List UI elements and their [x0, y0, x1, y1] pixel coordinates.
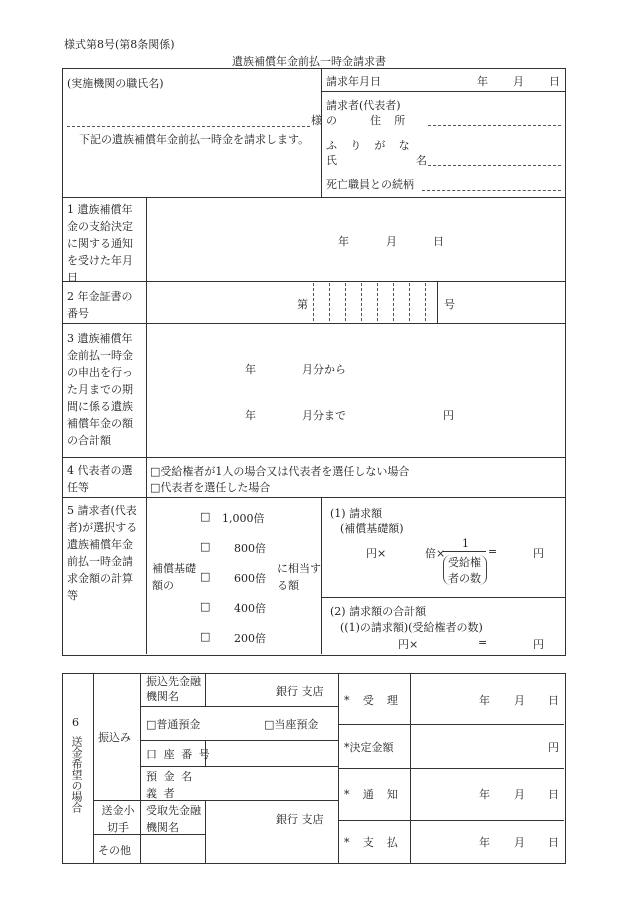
request-date-day[interactable]: 日 — [549, 75, 560, 88]
total-sub: ((1)の請求額)(受給権者の数) — [340, 621, 483, 634]
payment-year: 年 — [479, 836, 490, 849]
multiplier-value: 800倍 — [234, 542, 266, 555]
multiplier-checkbox[interactable]: □ — [200, 540, 211, 553]
row4-label: 4 代表者の選任等 — [67, 464, 133, 494]
multiplier-value: 600倍 — [234, 572, 266, 585]
total-yen: 円 — [533, 638, 544, 651]
relation-label: 死亡職員との続柄 — [326, 178, 414, 191]
other-label: その他 — [98, 844, 131, 857]
address-label: 住所 — [370, 114, 419, 127]
fraction-bracket — [443, 555, 487, 585]
row1-day[interactable]: 日 — [433, 235, 444, 248]
multiplier-value: 400倍 — [234, 602, 266, 615]
request-date-label: 請求年月日 — [326, 75, 381, 88]
account-name-field[interactable] — [206, 767, 337, 799]
multiplier-checkbox[interactable]: □ — [200, 510, 211, 523]
remit-section-label: 送金希望の場合 — [70, 736, 83, 813]
multiplier-value: 200倍 — [234, 632, 266, 645]
bank-name-label: 振込先金融機関名 — [146, 675, 201, 703]
institution-label: (実施機関の職氏名) — [67, 77, 164, 90]
row4-option-single[interactable]: □受給権者が1人の場合又は代表者を選任しない場合 — [150, 465, 410, 478]
request-date-year[interactable]: 年 — [477, 75, 488, 88]
remit-section-number: 6 — [72, 716, 79, 729]
claimant-label: 請求者(代表者) — [326, 99, 401, 112]
furigana-label: ふりがな — [326, 139, 423, 152]
receipt-month: 月 — [514, 694, 525, 707]
deposit-current-option[interactable]: □当座預金 — [264, 718, 319, 731]
payment-day: 日 — [548, 836, 559, 849]
row2-label: 2 年金証書の番号 — [67, 290, 133, 320]
claim-yen-x: 円× — [366, 547, 387, 560]
sama-label: 様 — [311, 114, 322, 127]
name-label-mei: 名 — [416, 154, 427, 167]
fraction-bar — [443, 551, 486, 552]
row3-from-label: 月分から — [302, 363, 346, 376]
row3-label: 3 遺族補償年金前払一時金の申出を行った月までの期間に係る遺族補償年金の額の合計額 — [67, 332, 133, 447]
request-text: 下記の遺族補償年金前払一時金を請求します。 — [79, 133, 310, 146]
transfer-label: 振込み — [98, 731, 131, 744]
multiplier-checkbox[interactable]: □ — [200, 570, 211, 583]
bank-name-suffix: 銀行 支店 — [276, 685, 324, 698]
row5-label: 5 請求者(代表者)が選択する遺族補償年金前払一時金請求金額の計算等 — [67, 504, 138, 602]
receipt-day: 日 — [548, 694, 559, 707]
payment-month: 月 — [514, 836, 525, 849]
row3-yen: 円 — [443, 409, 454, 422]
receive-bank-suffix: 銀行 支店 — [276, 813, 324, 826]
claim-sub: (補償基礎額) — [340, 522, 404, 535]
multiplier-value: 1,000倍 — [222, 512, 265, 525]
name-label-shi: 氏 — [326, 154, 337, 167]
fraction-numerator: 1 — [462, 537, 469, 550]
page-title: 遺族補償年金前払一時金請求書 — [232, 55, 386, 68]
account-number-label: 口座番号 — [146, 748, 217, 761]
row5-base-label: 補償基礎額の — [152, 562, 196, 592]
equivalent-label: に相当する額 — [277, 562, 321, 592]
row4-option-representative[interactable]: □代表者を選任した場合 — [150, 481, 271, 494]
account-name-label: 預金名義者 — [146, 770, 199, 800]
row3-year-from[interactable]: 年 — [245, 363, 256, 376]
check-label: 送金小切手 — [101, 804, 135, 834]
row1-label: 1 遺族補償年金の支給決定に関する通知を受けた年月日 — [67, 203, 133, 284]
deposit-ordinary-option[interactable]: □普通預金 — [146, 718, 201, 731]
payment-label: *支払 — [344, 836, 412, 849]
row2-suffix: 号 — [444, 298, 455, 311]
request-date-month[interactable]: 月 — [513, 75, 524, 88]
claim-title: (1) 請求額 — [330, 507, 383, 520]
decided-amount-yen: 円 — [548, 741, 559, 754]
certificate-number-field[interactable] — [313, 283, 437, 321]
claim-yen: 円 — [533, 547, 544, 560]
total-yen-x: 円× — [398, 638, 419, 651]
account-number-field[interactable] — [206, 741, 337, 765]
decided-amount-label: *決定金額 — [344, 741, 394, 754]
other-field[interactable] — [141, 835, 337, 862]
claim-equals: = — [488, 545, 498, 558]
notice-year: 年 — [479, 788, 490, 801]
name-field[interactable] — [428, 165, 561, 166]
notice-day: 日 — [548, 788, 559, 801]
relation-field[interactable] — [422, 190, 561, 191]
multiplier-checkbox[interactable]: □ — [200, 600, 211, 613]
row3-year-to[interactable]: 年 — [245, 409, 256, 422]
receive-bank-label: 受取先金融機関名 — [146, 804, 201, 834]
claimant-label-no: の — [326, 114, 337, 127]
multiplier-checkbox[interactable]: □ — [200, 630, 211, 643]
address-field[interactable] — [428, 125, 561, 126]
receipt-label: *受理 — [344, 694, 412, 707]
row2-prefix: 第 — [297, 298, 308, 311]
claim-times-x: 倍× — [425, 547, 446, 560]
notice-month: 月 — [514, 788, 525, 801]
fraction-denominator-2: 者の数 — [448, 572, 481, 585]
receipt-year: 年 — [479, 694, 490, 707]
row3-to-label: 月分まで — [302, 409, 346, 422]
row1-year[interactable]: 年 — [338, 235, 349, 248]
total-title: (2) 請求額の合計額 — [330, 605, 427, 618]
total-equals: = — [478, 636, 488, 649]
notice-label: *通知 — [344, 788, 412, 801]
form-number: 様式第8号(第8条関係) — [64, 38, 175, 51]
row1-month[interactable]: 月 — [386, 235, 397, 248]
fraction-denominator-1: 受給権 — [448, 556, 481, 569]
